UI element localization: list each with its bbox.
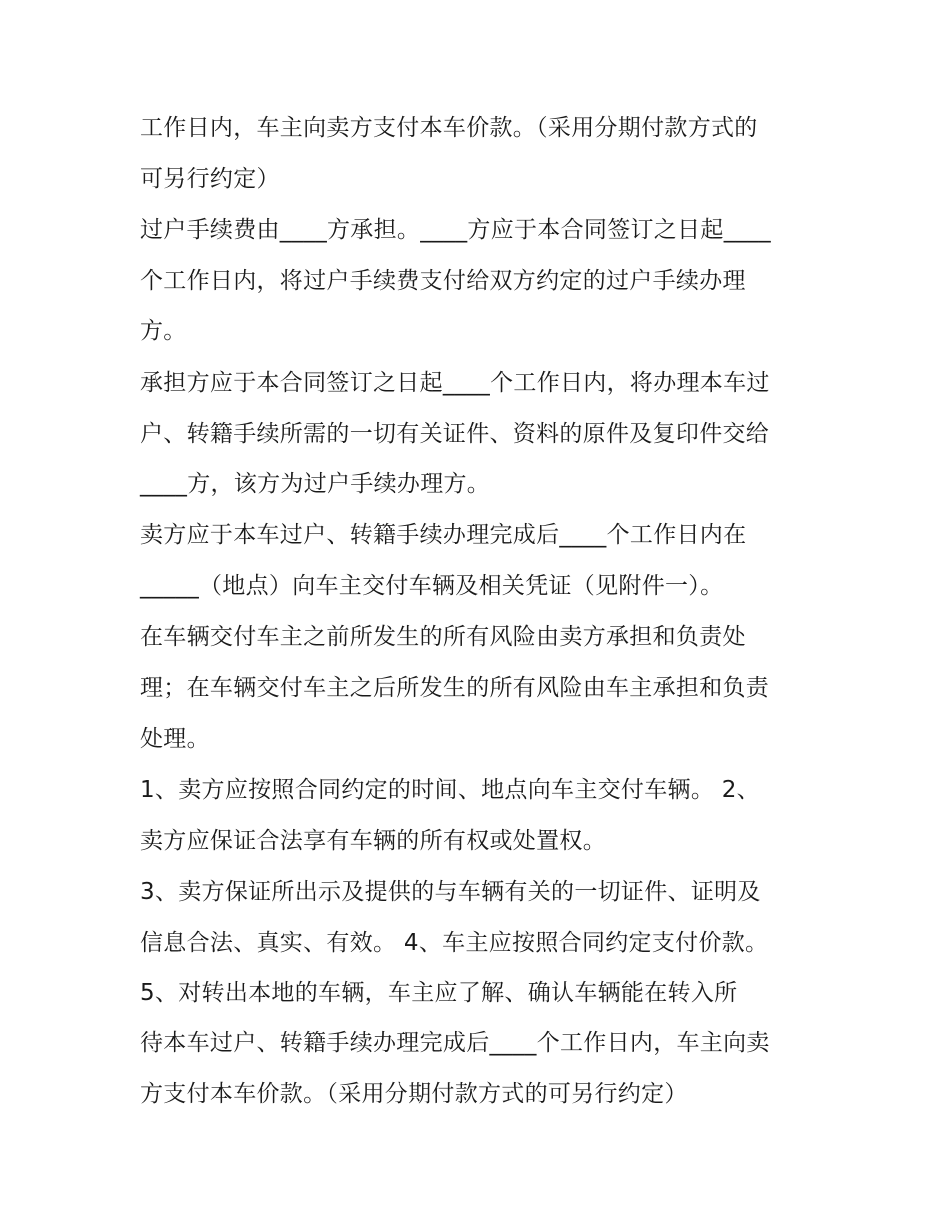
text-line-10: _____（地点）向车主交付车辆及相关凭证（见附件一）。 [140,573,724,599]
text-line-8: ____方，该方为过户手续办理方。 [140,471,491,497]
text-line-5: 方。 [140,318,187,344]
text-line-13: 处理。 [140,726,210,752]
text-line-12: 理；在车辆交付车主之后所发生的所有风险由车主承担和负责 [140,675,770,701]
text-line-15: 卖方应保证合法享有车辆的所有权或处置权。 [140,828,606,854]
text-line-19: 待本车过户、转籍手续办理完成后____个工作日内，车主向卖 [140,1030,770,1056]
text-line-16: 3、卖方保证所出示及提供的与车辆有关的一切证件、证明及 [140,879,761,905]
text-line-11: 在车辆交付车主之前所发生的所有风险由卖方承担和负责处 [140,624,746,650]
text-line-14: 1、卖方应按照合同约定的时间、地点向车主交付车辆。 2、 [140,777,760,803]
text-line-18: 5、对转出本地的车辆，车主应了解、确认车辆能在转入所 [140,980,738,1006]
text-line-9: 卖方应于本车过户、转籍手续办理完成后____个工作日内在 [140,522,747,548]
text-line-17: 信息合法、真实、有效。 4、车主应按照合同约定支付价款。 [140,930,769,956]
text-line-3: 过户手续费由____方承担。____方应于本合同签订之日起____ [140,217,771,243]
text-line-6: 承担方应于本合同签订之日起____个工作日内，将办理本车过 [140,370,770,396]
text-line-4: 个工作日内，将过户手续费支付给双方约定的过户手续办理 [140,268,746,294]
text-line-7: 户、转籍手续所需的一切有关证件、资料的原件及复印件交给 [140,421,770,447]
text-line-1: 工作日内，车主向卖方支付本车价款。（采用分期付款方式的 [140,115,758,141]
text-line-2: 可另行约定） [140,166,280,192]
text-line-20: 方支付本车价款。（采用分期付款方式的可另行约定） [140,1081,688,1107]
